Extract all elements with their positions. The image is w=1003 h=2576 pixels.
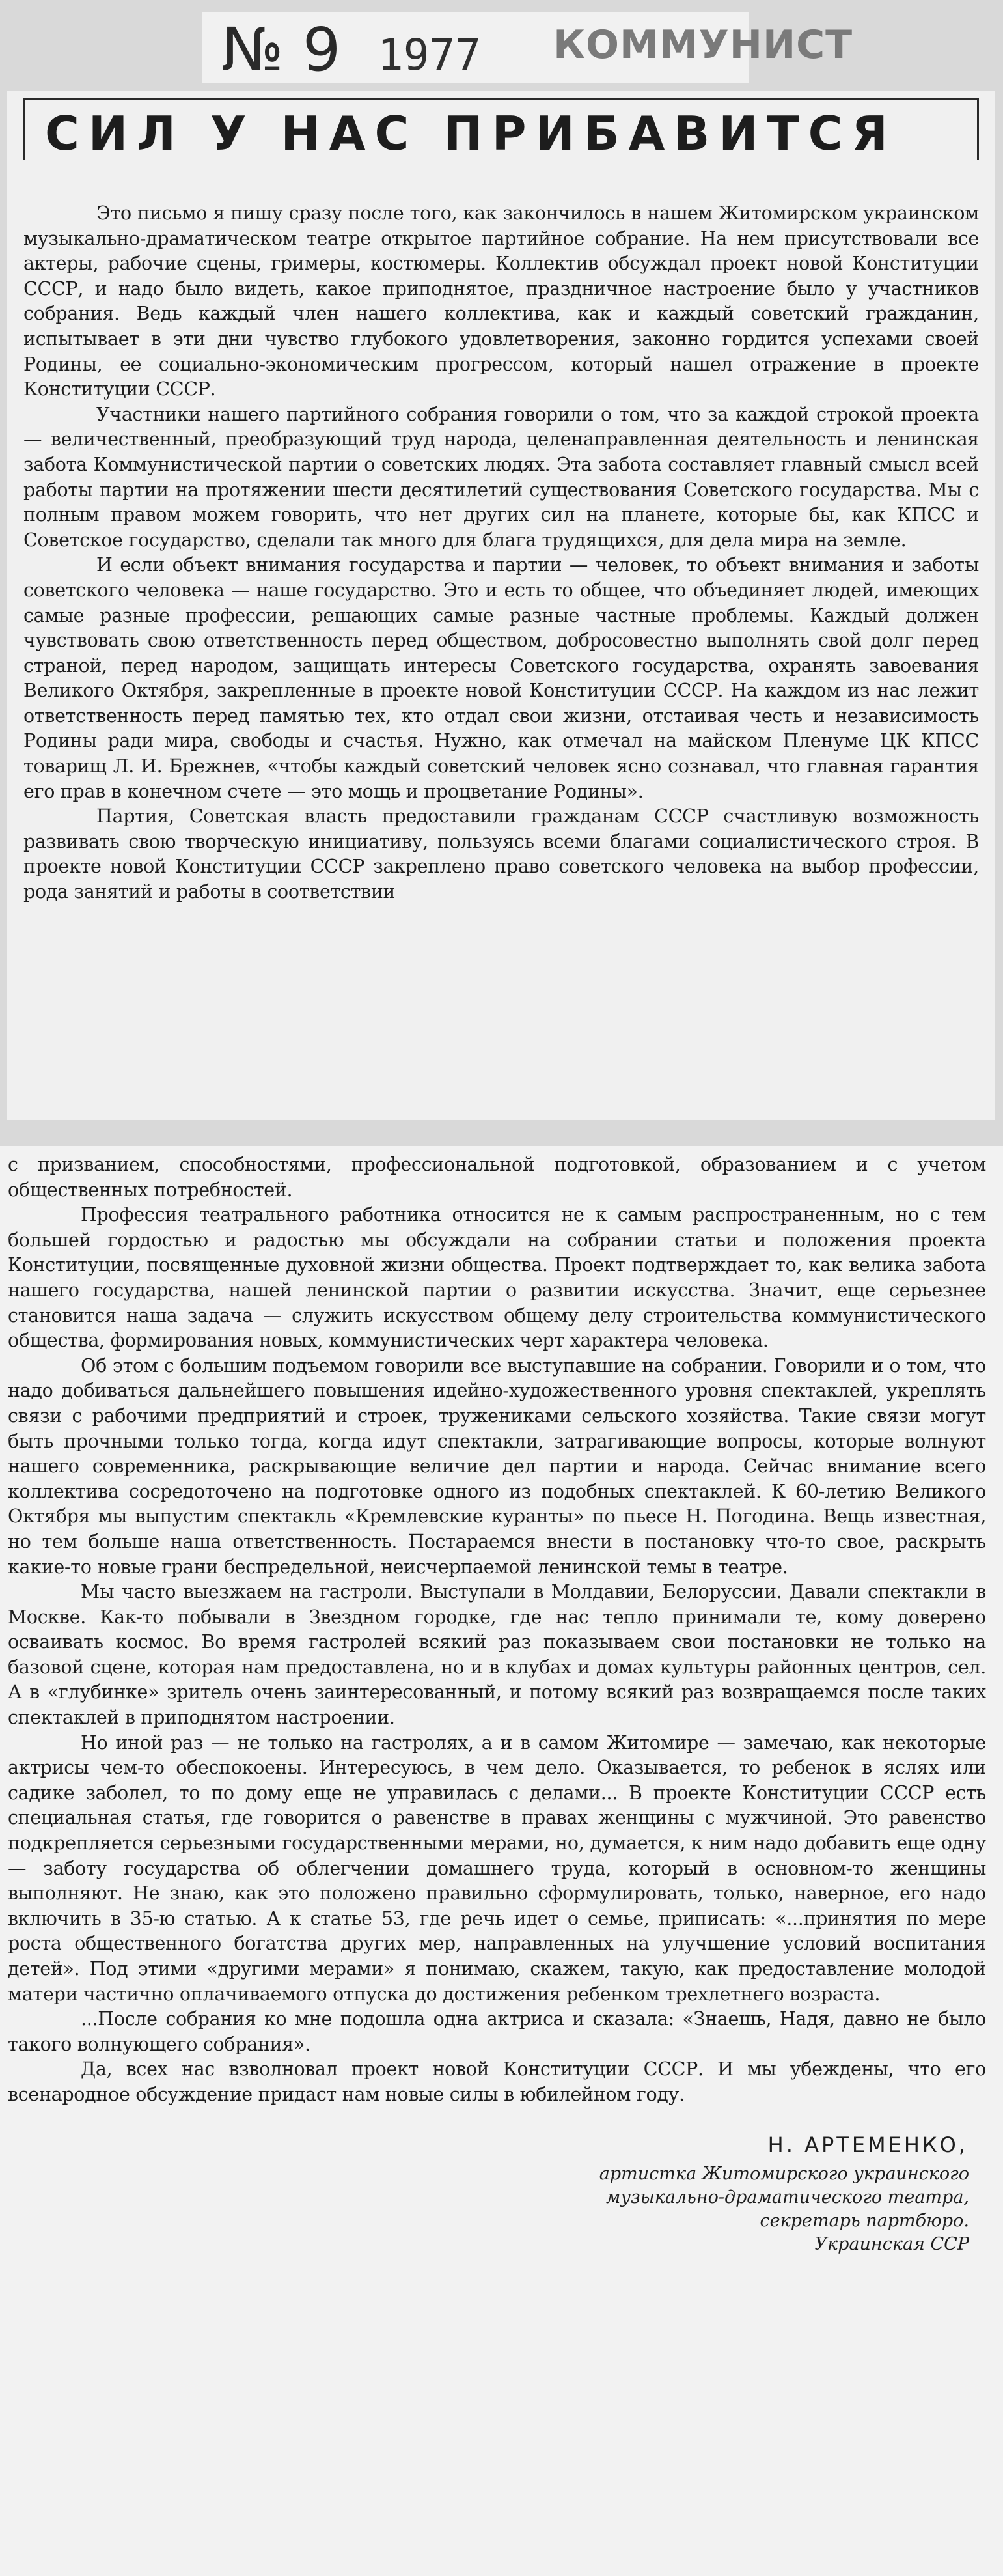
paragraph-5: Профессия театрального работника относится не к самым распространенным, но с тем большей гордостью и радостью мы обсуждали на собрании статьи и положения проекта Конституции, посвященные духовной жизни общества. Проект подтверждает то, как велика забота нашего государства, нашей ленинской партии о развитии искусства. Значит, еще серьезнее становится наша задача — служить искусством общему делу строительства коммунистического общества, формирования новых, коммунистических черт характера человека. bbox=[8, 1204, 986, 1352]
headline-frame bbox=[23, 98, 979, 160]
clipping-bottom bbox=[0, 1146, 1003, 2576]
author-position-line: Украинская ССР bbox=[814, 2233, 969, 2254]
stamp-source: КОММУНИСТ bbox=[553, 22, 853, 68]
paragraph-4: Партия, Советская власть предоставили гражданам СССР счастливую возможность развивать свою творческую инициативу, пользуясь всеми благами социалистического строя. В проекте новой Конституции СССР закреплено право советского человека на выбор профессии, рода занятий и работы в соответствии bbox=[23, 805, 979, 903]
paragraph-8: Но иной раз — не только на гастролях, а и в самом Житомире — замечаю, как некоторые актрисы чем-то обеспокоены. Интересуюсь, в чем дело. Оказывается, то ребенок в яслях или садике заболел, то по дому еще не управилась с делами... В проекте Конституции СССР есть специальная статья, где говорится о равенстве в правах женщины с мужчиной. Это равенство подкрепляется серьезными государственными мерами, но, думается, к ним надо добавить еще одну — заботу государства об облегчении домашнего труда, который в основном-то женщины выполняют. Не знаю, как это положено правильно сформулировать, только, наверное, его надо включить в 35-ю статью. А к статье 53, где речь идет о семье, приписать: «...принятия по мере роста общественного богатства других мер, направленных на улучшение условий воспитания детей». Под этими «другими мерами» я понимаю, скажем, такую, как предоставление молодой матери частично оплачиваемого отпуска до достижения ребенком трехлетнего возраста. bbox=[8, 1731, 986, 2005]
author-name: Н. АРТЕМЕНКО, bbox=[767, 2132, 968, 2157]
paragraph-7: Мы часто выезжаем на гастроли. Выступали в Молдавии, Белоруссии. Давали спектакли в Москве. Как-то побывали в Звездном городке, где нас тепло принимали те, кому доверено осваивать космос. Во время гастролей всякий раз показываем свои постановки не только на базовой сцене, которая нам предоставлена, но и в клубах и домах культуры районных центров, сел. А в «глубинке» зритель очень заинтересованный, и потому всякий раз возвращаемся после таких спектаклей в приподнятом настроении. bbox=[8, 1581, 986, 1729]
paragraph-6: Об этом с большим подъемом говорили все выступавшие на собрании. Говорили и о том, что надо добиваться дальнейшего повышения идейно-художественного уровня спектаклей, укреплять связи с рабочими предприятий и строек, тружениками сельского хозяйства. Такие связи могут быть прочными только тогда, когда идут спектакли, затрагивающие вопросы, которые волнуют нашего современника, раскрывающие величие дел партии и народа. Сейчас внимание всего коллектива сосредоточено на подготовке одного из подобных спектаклей. К 60-летию Великого Октября мы выпустим спектакль «Кремлевские куранты» по пьесе Н. Погодина. Вещь известная, но тем больше наша ответственность. Постараемся внести в постановку что-то свое, раскрыть какие-то новые грани беспредельной, неисчерпаемой ленинской темы в театре. bbox=[8, 1354, 986, 1578]
archive-stamp bbox=[202, 12, 853, 85]
author-position-line: музыкально-драматического театра, bbox=[605, 2187, 969, 2207]
paragraph-9: ...После собрания ко мне подошла одна актриса и сказала: «Знаешь, Надя, давно не было такого волнующего собрания». bbox=[8, 2008, 986, 2055]
stamp-year: 1977 bbox=[378, 30, 481, 80]
stamp-issue: № 9 bbox=[221, 15, 341, 85]
paragraph-2: Участники нашего партийного собрания говорили о том, что за каждой строкой проекта — величественный, преобразующий труд народа, целенаправленная деятельность и ленинская забота Коммунистической партии о советских людях. Эта забота составляет главный смысл всей работы партии на протяжении шести десятилетий существования Советского государства. Мы с полным правом можем говорить, что нет других сил на планете, которые бы, как КПСС и Советское государство, сделали так много для блага трудящихся, для дела мира на земле. bbox=[23, 403, 979, 551]
paragraph-3: И если объект внимания государства и партии — человек, то объект внимания и заботы советского человека — наше государство. Это и есть то общее, что объединяет людей, имеющих самые разные профессии, решающих самые разные частные проблемы. Каждый должен чувствовать свою ответственность перед обществом, добросовестно выполнять свой долг перед страной, перед народом, защищать интересы Советского государства, охранять завоевания Великого Октября, закрепленные в проекте новой Конституции СССР. На каждом из нас лежит ответственность перед памятью тех, кто отдал свои жизни, отстаивая честь и независимость Родины ради мира, свободы и счастья. Нужно, как отмечал на майском Пленуме ЦК КПСС товарищ Л. И. Брежнев, «чтобы каждый советский человек ясно сознавал, что главная гарантия его прав в конечном счете — это мощь и процветание Родины». bbox=[23, 554, 979, 802]
headline: СИЛ У НАС ПРИБАВИТСЯ bbox=[45, 106, 897, 161]
author-position-line: артистка Житомирского украинского bbox=[599, 2163, 969, 2184]
clipping-top bbox=[7, 91, 995, 1120]
paragraph-continued: с призванием, способностями, профессиональной подготовкой, образованием и с учетом общественных потребностей. bbox=[8, 1154, 986, 1201]
article-part-1 bbox=[23, 201, 979, 905]
author-position bbox=[8, 2163, 969, 2256]
paragraph-10: Да, всех нас взволновал проект новой Конституции СССР. И мы убеждены, что его всенародное обсуждение придаст нам новые силы в юбилейном году. bbox=[8, 2058, 986, 2105]
author-position-line: секретарь партбюро. bbox=[760, 2210, 969, 2231]
paragraph-1: Это письмо я пишу сразу после того, как закончилось в нашем Житомирском украинском музыкально-драматическом театре открытое партийное собрание. На нем присутствовали все актеры, рабочие сцены, гримеры, костюмеры. Коллектив обсуждал проект новой Конституции СССР, и надо было видеть, какое приподнятое, праздничное настроение было у участников собрания. Ведь каждый член нашего коллектива, как и каждый советский гражданин, испытывает в эти дни чувство глубокого удовлетворения, законно гордится успехами своей Родины, ее социально-экономическим прогрессом, который нашел отражение в проекте Конституции СССР. bbox=[23, 203, 979, 400]
signature-block bbox=[8, 2133, 986, 2256]
